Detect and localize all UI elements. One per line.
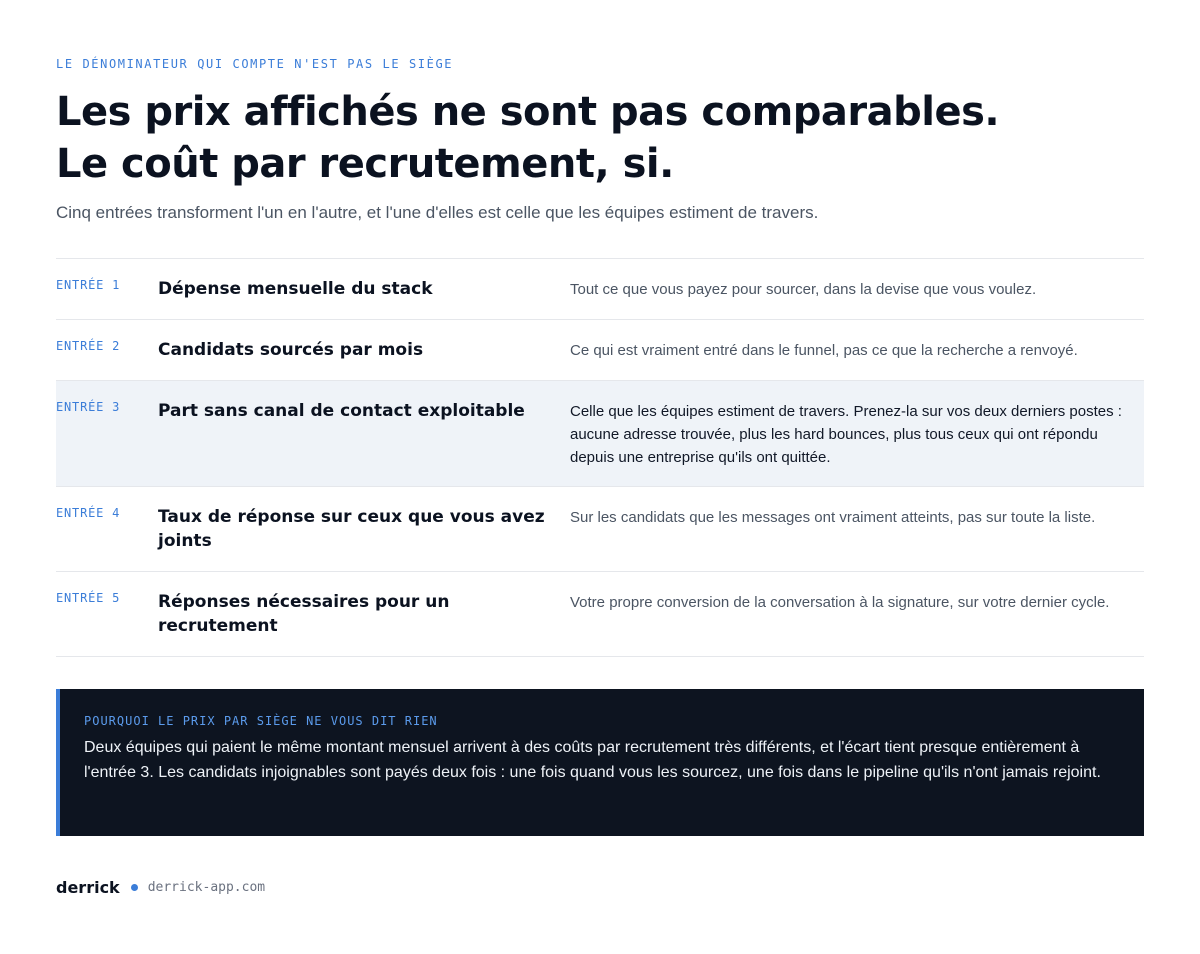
input-description: Celle que les équipes estiment de travers. Prenez-la sur vos deux derniers postes : aucune adresse trouvée, plus les hard bounces, plus tous ceux qui ont répondu depuis une entreprise qu'ils ont quittée. <box>570 403 1122 466</box>
separator-dot-icon <box>131 884 138 891</box>
footer <box>56 876 265 898</box>
input-description: Ce qui est vraiment entré dans le funnel, pas ce que la recherche a renvoyé. <box>570 342 1078 359</box>
input-name: Taux de réponse sur ceux que vous avez joints <box>158 507 545 551</box>
input-description: Tout ce que vous payez pour sourcer, dans la devise que vous voulez. <box>570 281 1037 298</box>
footer-url[interactable]: derrick-app.com <box>147 879 266 895</box>
inputs-table <box>56 258 1144 657</box>
input-description: Sur les candidats que les messages ont vraiment atteints, pas sur toute la liste. <box>570 509 1096 526</box>
input-description: Votre propre conversion de la conversation à la signature, sur votre dernier cycle. <box>570 594 1110 611</box>
input-row-2 <box>56 320 1144 381</box>
callout-text: Deux équipes qui paient le même montant mensuel arrivent à des coûts par recrutement très différents, et l'écart tient presque entièrement à l'entrée 3. Les candidats injoignables sont payés deux fois : une fois quand vous les sourcez, une fois dans le pipeline qu'ils n'ont jamais rejoint. <box>84 739 1101 781</box>
brand-logo: derrick <box>56 877 120 897</box>
callout-box <box>56 689 1144 836</box>
title-line-1: Les prix affichés ne sont pas comparables. <box>56 89 1000 135</box>
input-label: ENTRÉE 4 <box>56 506 121 520</box>
input-row-1 <box>56 259 1144 320</box>
input-label: ENTRÉE 3 <box>56 400 121 414</box>
callout-title: POURQUOI LE PRIX PAR SIÈGE NE VOUS DIT RIEN <box>84 714 438 728</box>
input-row-5 <box>56 572 1144 657</box>
page-title <box>56 86 1144 190</box>
title-line-2: Le coût par recrutement, si. <box>56 141 674 187</box>
input-name: Réponses nécessaires pour un recrutement <box>158 592 450 636</box>
input-label: ENTRÉE 5 <box>56 591 121 605</box>
subtitle: Cinq entrées transforment l'un en l'autre, et l'une d'elles est celle que les équipes estiment de travers. <box>56 203 819 222</box>
header <box>56 56 1144 224</box>
input-row-4 <box>56 487 1144 572</box>
input-row-3-highlighted <box>56 381 1144 487</box>
input-name: Part sans canal de contact exploitable <box>158 401 525 421</box>
eyebrow: LE DÉNOMINATEUR QUI COMPTE N'EST PAS LE SIÈGE <box>56 57 454 71</box>
input-label: ENTRÉE 1 <box>56 278 121 292</box>
input-label: ENTRÉE 2 <box>56 339 121 353</box>
input-name: Dépense mensuelle du stack <box>158 279 433 299</box>
input-name: Candidats sourcés par mois <box>158 340 424 360</box>
